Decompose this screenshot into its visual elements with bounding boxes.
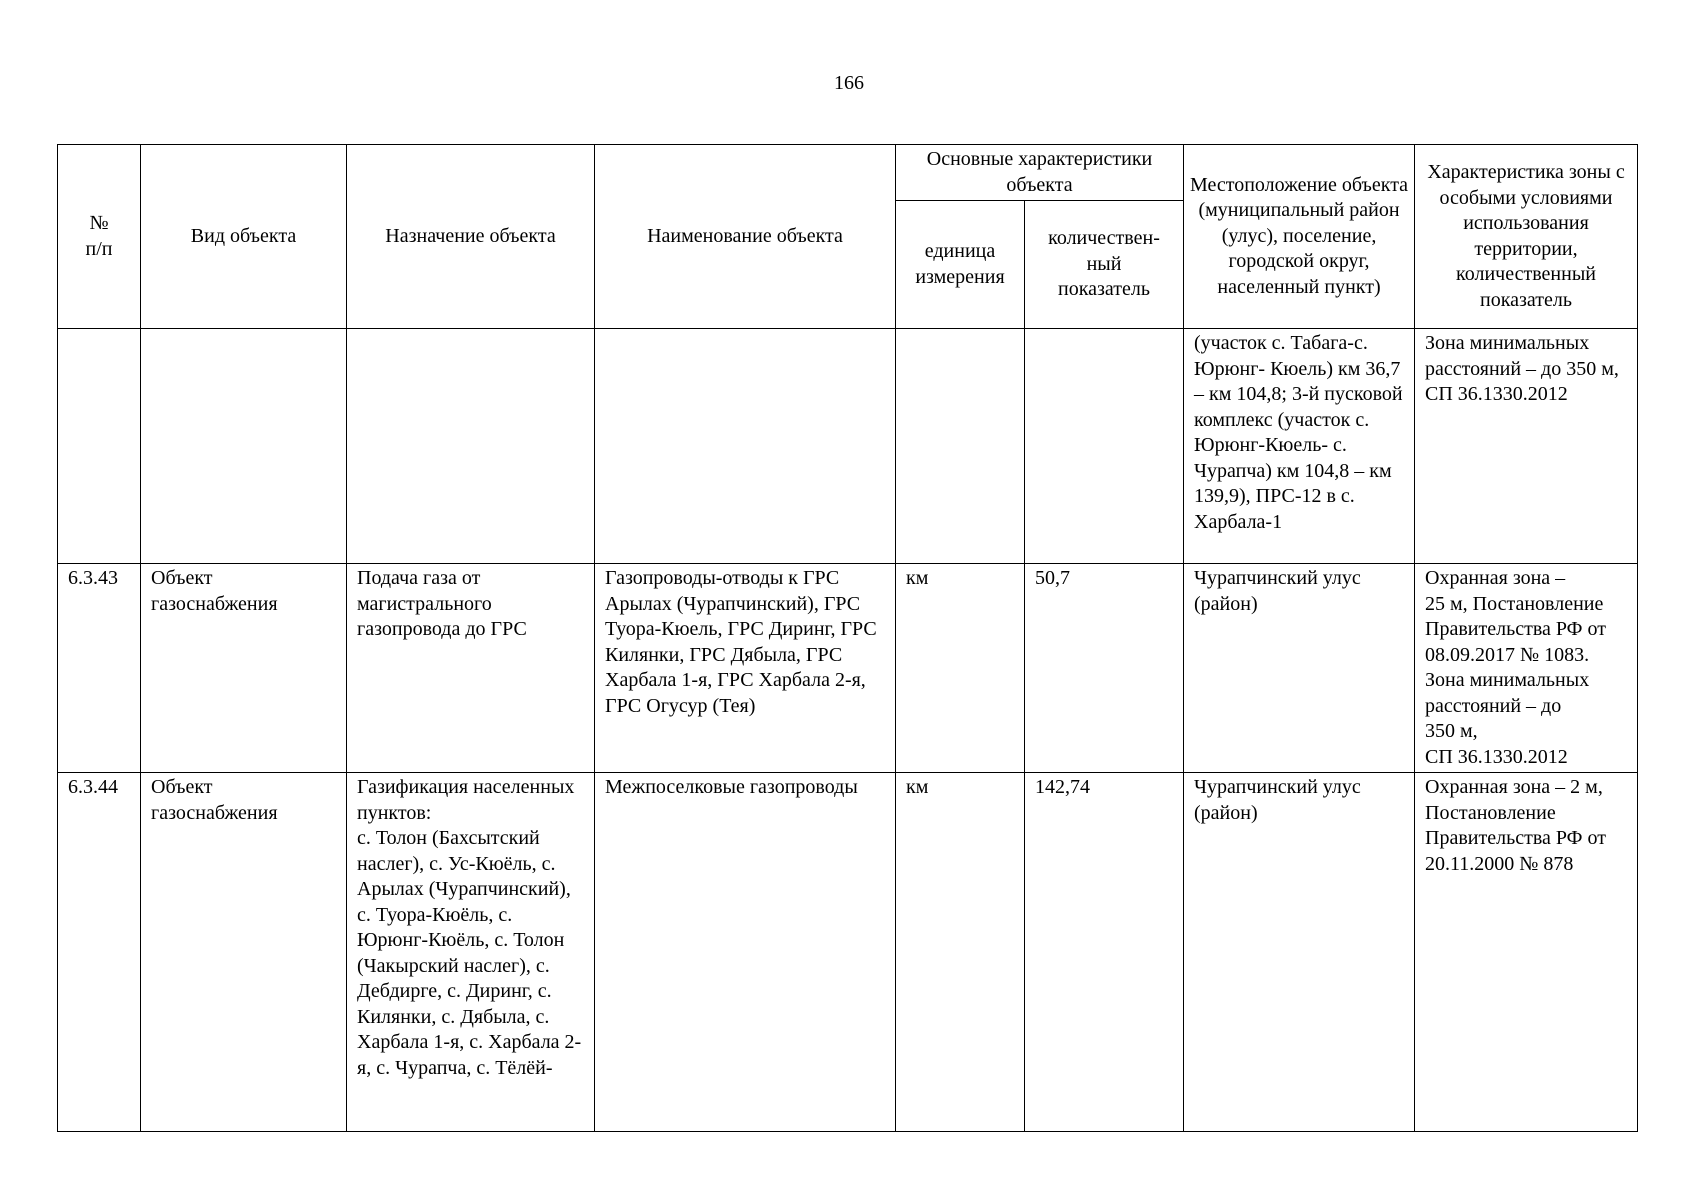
cell-purpose: Газификация населенных пунктов: с. Толон (Бахсытский наслег), с. Ус-Кюёль, с. Арылах (Чурапчинский), с. Туора-Кюёль, с. Юрюнг-Кюёль, с. Толон (Чакырский наслег), с. Дебдирге, с. Диринг, с. Килянки, с. Дябыла, с. Харбала 1-я, с. Харбала 2-я, с. Чурапча, с. Тёлёй- bbox=[347, 773, 595, 1132]
cell-unit: км bbox=[896, 773, 1025, 1132]
objects-table bbox=[57, 144, 1638, 1132]
table-row bbox=[58, 329, 1638, 564]
cell-zone: Охранная зона – 2 м, Постановление Правительства РФ от 20.11.2000 № 878 bbox=[1415, 773, 1638, 1132]
header-unit: единица измерения bbox=[896, 201, 1025, 329]
header-name: Наименование объекта bbox=[595, 145, 896, 329]
cell-kind: Объект газоснабжения bbox=[141, 773, 347, 1132]
header-kind: Вид объекта bbox=[141, 145, 347, 329]
cell-unit bbox=[896, 329, 1025, 564]
page-number: 166 bbox=[834, 72, 864, 94]
header-zone: Характеристика зоны с особыми условиями использования территории, количественный показатель bbox=[1415, 145, 1638, 329]
cell-name: Межпоселковые газопроводы bbox=[595, 773, 896, 1132]
cell-num: 6.3.43 bbox=[58, 564, 141, 773]
cell-location: Чурапчинский улус (район) bbox=[1184, 773, 1415, 1132]
header-purpose: Назначение объекта bbox=[347, 145, 595, 329]
table-row bbox=[58, 564, 1638, 773]
header-num: № п/п bbox=[58, 145, 141, 329]
header-main-characteristics: Основные характеристики объекта bbox=[896, 145, 1184, 201]
cell-name: Газопроводы-отводы к ГРС Арылах (Чурапчинский), ГРС Туора-Кюель, ГРС Диринг, ГРС Килянки, ГРС Дябыла, ГРС Харбала 1-я, ГРС Харбала 2-я, ГРС Огусур (Тея) bbox=[595, 564, 896, 773]
cell-unit: км bbox=[896, 564, 1025, 773]
cell-kind: Объект газоснабжения bbox=[141, 564, 347, 773]
cell-zone: Охранная зона – 25 м, Постановление Правительства РФ от 08.09.2017 № 1083. Зона минимальных расстояний – до 350 м, СП 36.1330.2012 bbox=[1415, 564, 1638, 773]
cell-purpose: Подача газа от магистрального газопровода до ГРС bbox=[347, 564, 595, 773]
cell-num: 6.3.44 bbox=[58, 773, 141, 1132]
cell-location: Чурапчинский улус (район) bbox=[1184, 564, 1415, 773]
table-row bbox=[58, 773, 1638, 1132]
cell-num bbox=[58, 329, 141, 564]
cell-quantity bbox=[1025, 329, 1184, 564]
cell-name bbox=[595, 329, 896, 564]
cell-zone: Зона минимальных расстояний – до 350 м, СП 36.1330.2012 bbox=[1415, 329, 1638, 564]
header-location: Местоположение объекта (муниципальный район (улус), поселение, городской округ, населенный пункт) bbox=[1184, 145, 1415, 329]
cell-purpose bbox=[347, 329, 595, 564]
table-header bbox=[58, 145, 1638, 329]
header-quantity: количествен- ный показатель bbox=[1025, 201, 1184, 329]
cell-location: (участок с. Табага-с. Юрюнг- Кюель) км 36,7 – км 104,8; 3-й пусковой комплекс (участок с. Юрюнг-Кюель- с. Чурапча) км 104,8 – км 139,9), ПРС-12 в с. Харбала-1 bbox=[1184, 329, 1415, 564]
cell-quantity: 142,74 bbox=[1025, 773, 1184, 1132]
cell-kind bbox=[141, 329, 347, 564]
cell-quantity: 50,7 bbox=[1025, 564, 1184, 773]
